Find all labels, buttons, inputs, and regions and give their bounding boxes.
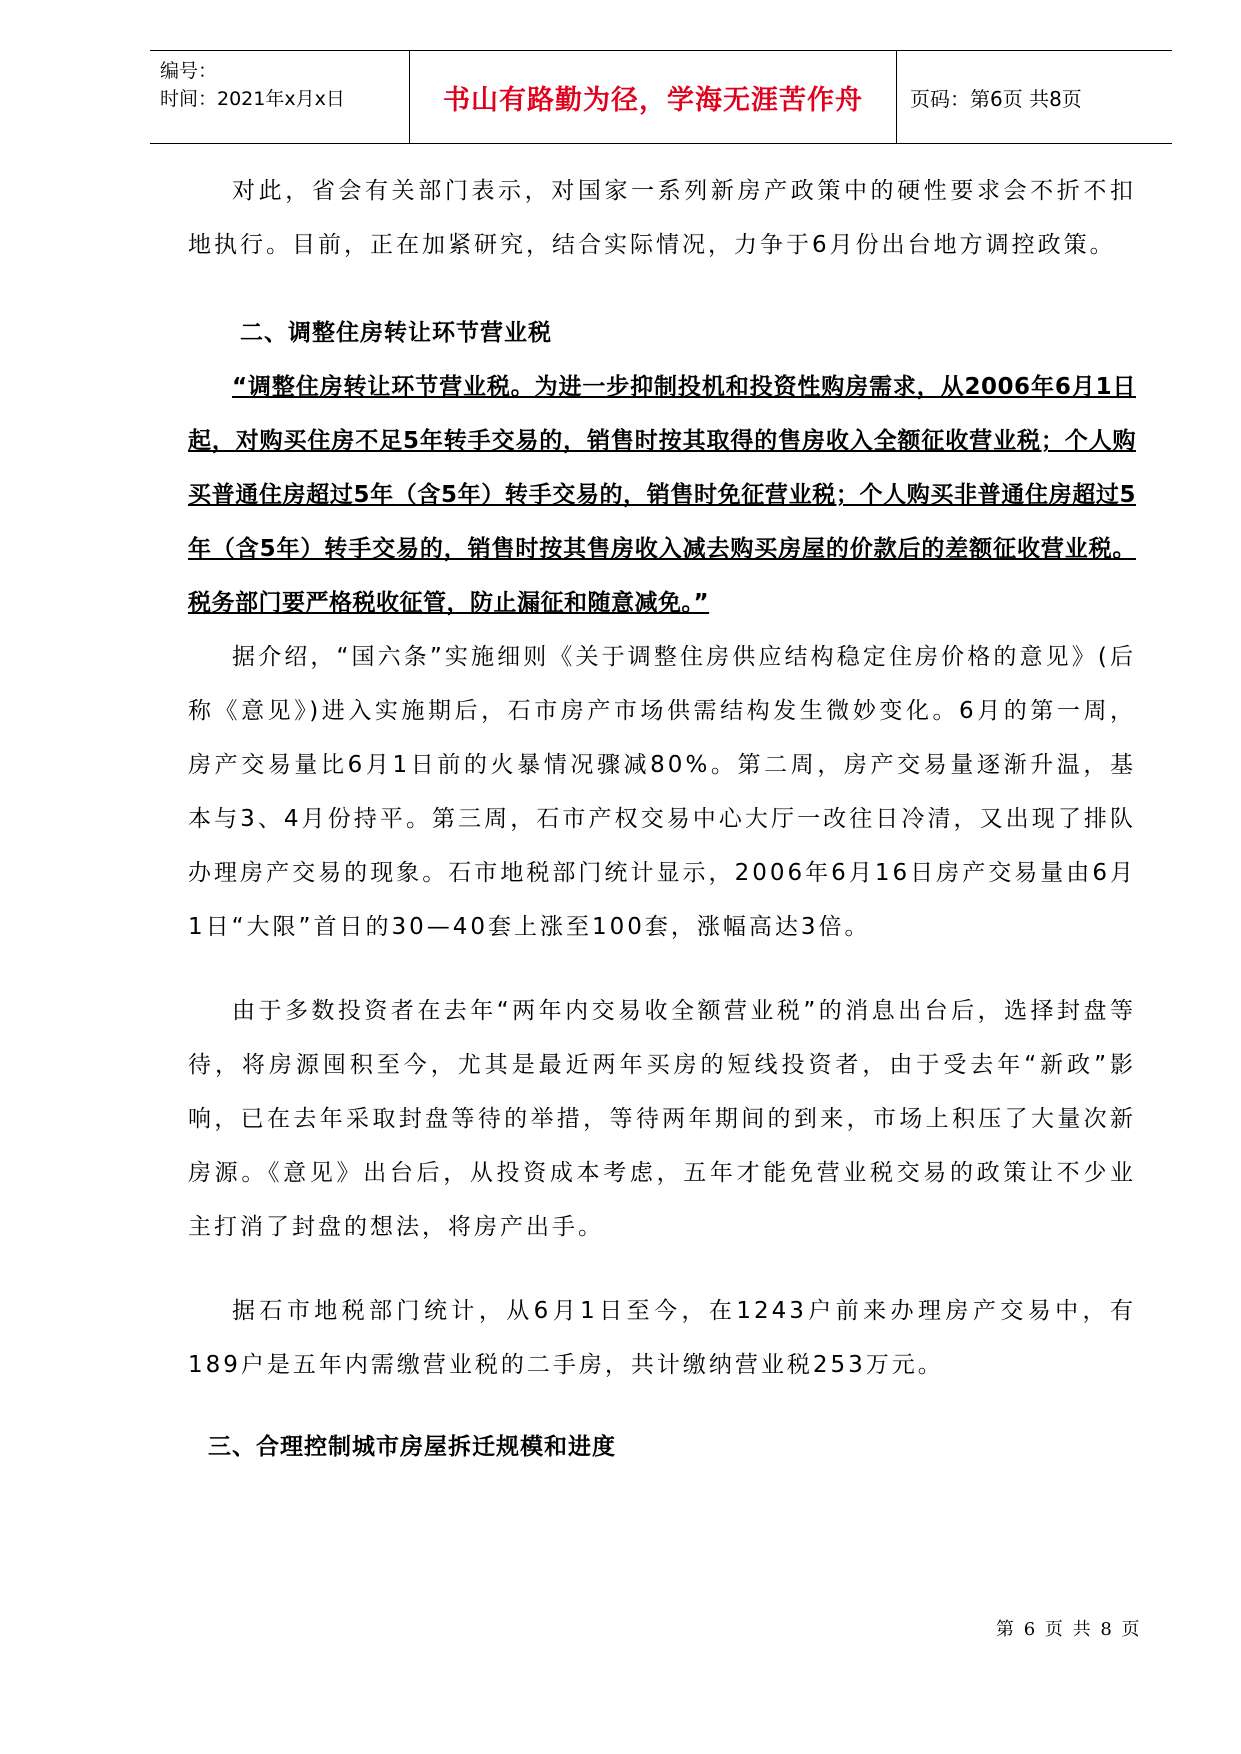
- page-footer: 第 6 页 共 8 页: [996, 1619, 1142, 1640]
- paragraph-investors: 由于多数投资者在去年“两年内交易收全额营业税”的消息出台后，选择封盘等待，将房源囤积至今，尤其是最近两年买房的短线投资者，由于受去年“新政”影响，已在去年采取封盘等待的举措，等待两年期间的到来，市场上积压了大量次新房源。《意见》出台后，从投资成本考虑，五年才能免营业税交易的政策让不少业主打消了封盘的想法，将房产出手。: [188, 998, 1136, 1240]
- section-heading-3: 三、合理控制城市房屋拆迁规模和进度: [208, 1434, 616, 1460]
- header-meta: [160, 57, 345, 113]
- header-motto: 书山有路勤为径，学海无涯苦作舟: [409, 51, 897, 143]
- section-heading-2: 二、调整住房转让环节营业税: [240, 320, 552, 346]
- paragraph-market-change: 据介绍，“国六条”实施细则《关于调整住房供应结构稳定住房价格的意见》(后称《意见》)进入实施期后，石市房产市场供需结构发生微妙变化。6月的第一周，房产交易量比6月1日前的火暴情况骤减80%。第二周，房产交易量逐渐升温，基本与3、4月份持平。第三周，石市产权交易中心大厅一改往日冷清，又出现了排队办理房产交易的现象。石市地税部门统计显示，2006年6月16日房产交易量由6月1日“大限”首日的30—40套上涨至100套，涨幅高达3倍。: [188, 644, 1136, 940]
- page-header: [150, 50, 1172, 144]
- paragraph-policy-execution: 对此，省会有关部门表示，对国家一系列新房产政策中的硬性要求会不折不扣地执行。目前，正在加紧研究，结合实际情况，力争于6月份出台地方调控政策。: [188, 178, 1136, 258]
- paragraph-statistics: 据石市地税部门统计，从6月1日至今，在1243户前来办理房产交易中，有189户是五年内需缴营业税的二手房，共计缴纳营业税253万元。: [188, 1298, 1136, 1378]
- header-page-info: 页码：第6页 共8页: [910, 86, 1082, 111]
- document-time-label: 时间：2021年x月x日: [160, 88, 345, 110]
- document-number-label: 编号：: [160, 60, 218, 82]
- policy-quote: “调整住房转让环节营业税。为进一步抑制投机和投资性购房需求，从2006年6月1日起，对购买住房不足5年转手交易的，销售时按其取得的售房收入全额征收营业税；个人购买普通住房超过5年（含5年）转手交易的，销售时免征营业税；个人购买非普通住房超过5年（含5年）转手交易的，销售时按其售房收入减去购买房屋的价款后的差额征收营业税。税务部门要严格税收征管，防止漏征和随意减免。”: [188, 374, 1136, 616]
- document-body: [188, 164, 1136, 1474]
